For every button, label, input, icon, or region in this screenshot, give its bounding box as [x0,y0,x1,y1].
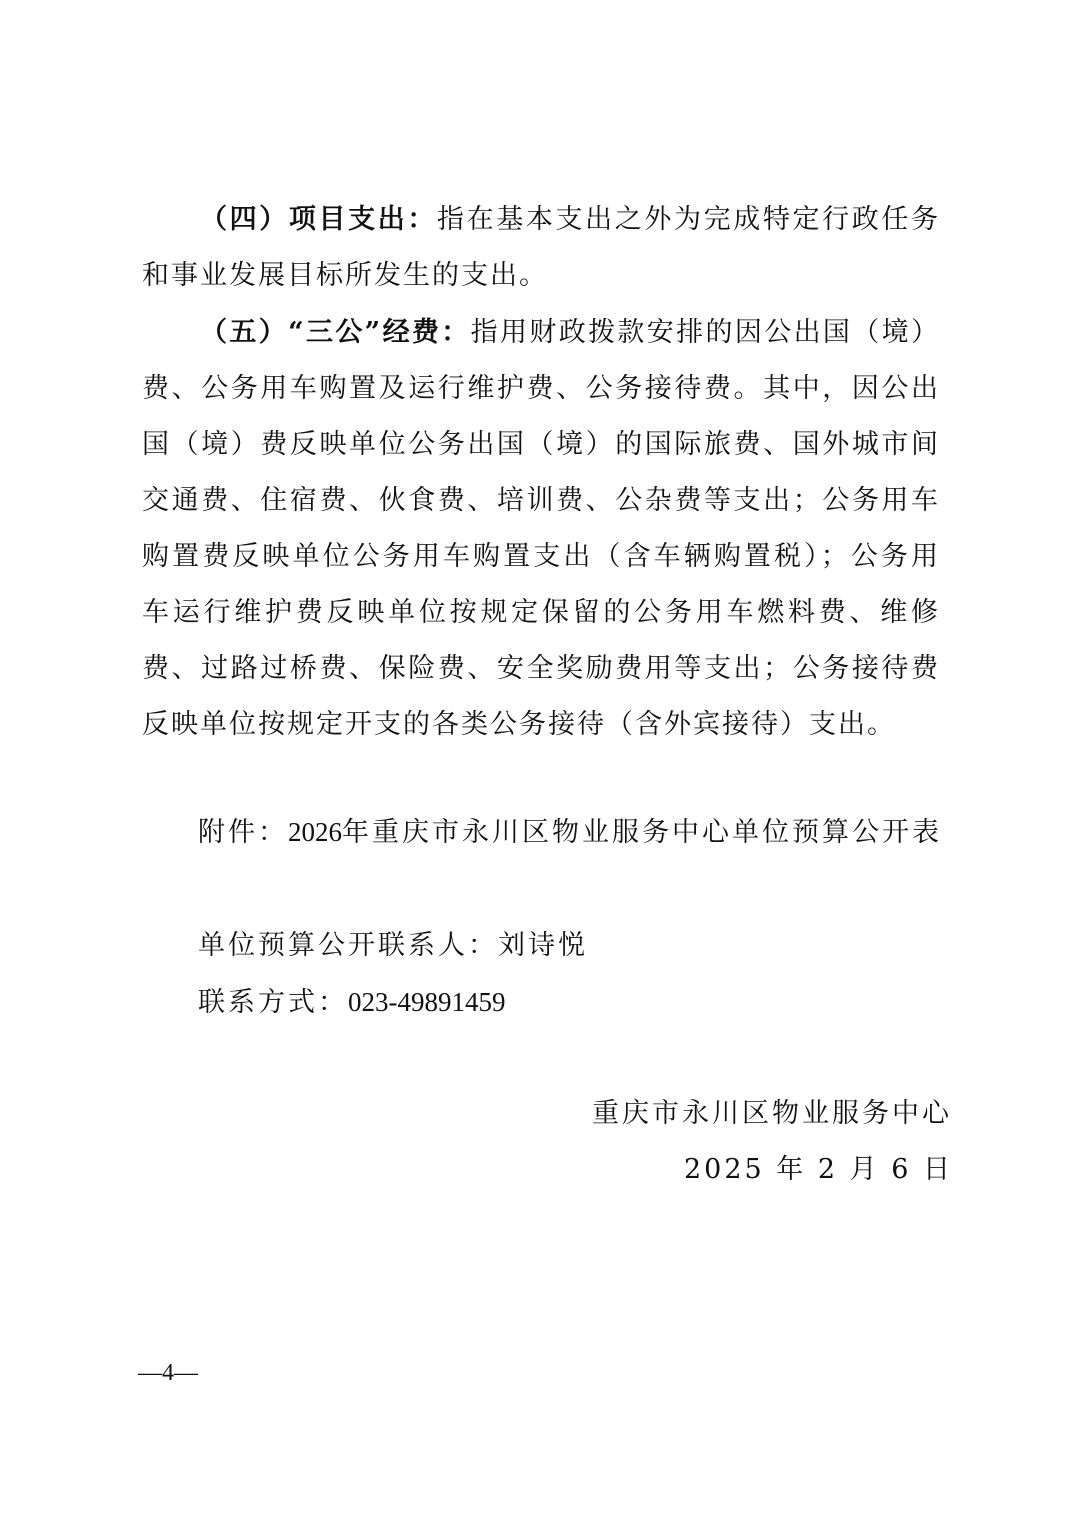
attachment-title: 年重庆市永川区物业服务中心单位预算公开表 [342,817,942,848]
section-heading-colon: ： [441,317,471,348]
contact-person-name: 刘诗悦 [498,930,588,961]
attachment-line [198,812,942,853]
signature-organization: 重庆市永川区物业服务中心 [592,1098,952,1129]
contact-phone-line [198,982,506,1023]
contact-phone-label: 联系方式： [198,987,348,1018]
attachment-year: 2026 [288,817,342,847]
attachment-label: 附件： [198,817,288,848]
section-text: 指在基本支出之外为完成特定行政任务和事业发展目标所发生的支出。 [142,204,940,291]
contact-phone: 023-49891459 [348,987,506,1017]
section-heading: （四）项目支出 [200,204,408,235]
signature-date: 2025 年 2 月 6 日 [684,1154,953,1185]
section-project-expenditure [142,192,940,304]
contact-person-label: 单位预算公开联系人： [198,930,498,961]
section-heading-colon: ： [407,204,437,235]
section-three-public-expenses [142,305,940,753]
contact-person-line [198,926,588,966]
section-text: 指用财政拨款安排的因公出国（境）费、公务用车购置及运行维护费、公务接待费。其中，因公出国（境）费反映单位公务出国（境）的国际旅费、国外城市间交通费、住宿费、伙食费、培训费、公杂费等支出；公务用车购置费反映单位公务用车购置支出（含车辆购置税）；公务用车运行维护费反映单位按规定保留的公务用车燃料费、维修费、过路过桥费、保险费、安全奖励费用等支出；公务接待费反映单位按规定开支的各类公务接待（含外宾接待）支出。 [142,317,941,740]
page-number: —4— [138,1360,198,1386]
section-heading: （五）“三公”经费 [200,317,442,348]
